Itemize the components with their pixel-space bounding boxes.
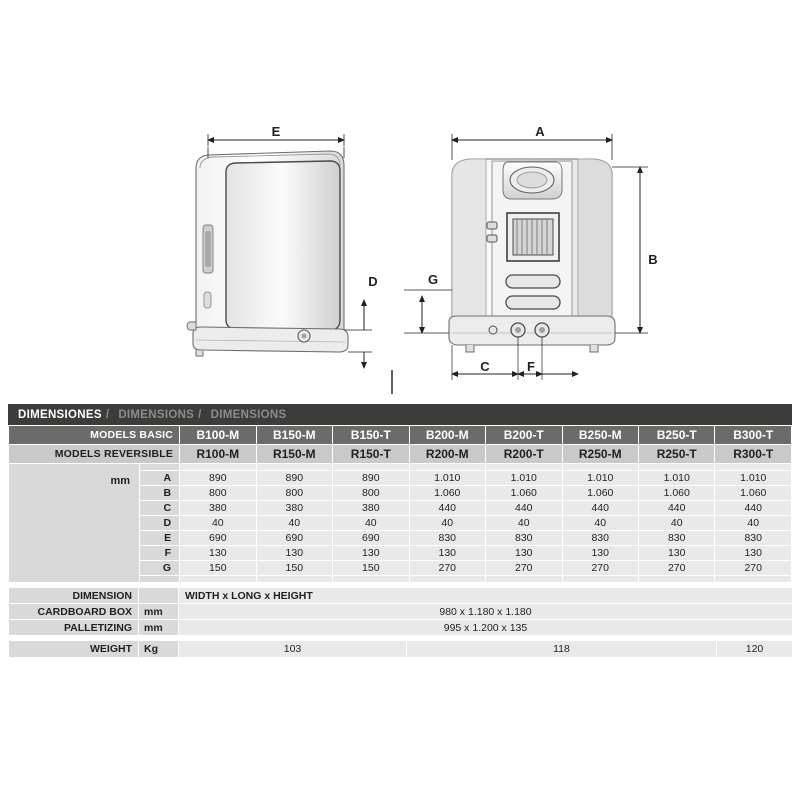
dim-value: 1.060 — [486, 486, 562, 501]
technical-drawings — [0, 0, 800, 395]
dim-value: 1.010 — [486, 471, 562, 486]
dim-letter: C — [139, 501, 179, 516]
dim-label-G: G — [427, 272, 439, 287]
models-basic-row — [9, 426, 792, 445]
dim-value: 380 — [256, 501, 332, 516]
packaging-row-palletizing — [9, 620, 793, 636]
dim-value: 1.010 — [638, 471, 714, 486]
dim-label-C: C — [480, 359, 490, 374]
model-rev-cell: R150-T — [333, 445, 409, 464]
row-unit: mm — [139, 620, 179, 636]
dim-value: 440 — [562, 501, 638, 516]
dim-value: 130 — [333, 546, 409, 561]
title-third: DIMENSIONS — [210, 408, 287, 421]
model-rev-cell: R150-M — [256, 445, 332, 464]
drawing-canvas — [0, 0, 800, 395]
weight-value: 118 — [407, 641, 717, 658]
row-value: WIDTH x LONG x HEIGHT — [179, 588, 793, 604]
dim-value: 1.060 — [638, 486, 714, 501]
model-basic-cell: B150-M — [256, 426, 332, 445]
dim-label-E: E — [271, 124, 281, 139]
dim-value: 150 — [256, 561, 332, 576]
dim-value: 130 — [715, 546, 792, 561]
model-basic-cell: B200-T — [486, 426, 562, 445]
model-rev-cell: R250-T — [638, 445, 714, 464]
row-unit — [139, 588, 179, 604]
model-basic-cell: B300-T — [715, 426, 792, 445]
dim-value: 440 — [486, 501, 562, 516]
model-basic-cell: B150-T — [333, 426, 409, 445]
dim-value: 890 — [333, 471, 409, 486]
dim-label-B: B — [648, 252, 658, 267]
dim-value: 890 — [180, 471, 256, 486]
dim-value: 40 — [256, 516, 332, 531]
dim-value: 830 — [638, 531, 714, 546]
dim-value: 270 — [562, 561, 638, 576]
models-dimensions-table — [8, 425, 792, 583]
weight-table — [8, 640, 793, 658]
dim-value: 130 — [180, 546, 256, 561]
dim-value: 830 — [486, 531, 562, 546]
weight-value: 120 — [717, 641, 793, 658]
dim-value: 40 — [715, 516, 792, 531]
model-rev-cell: R200-T — [486, 445, 562, 464]
dim-value: 270 — [486, 561, 562, 576]
dim-value: 800 — [333, 486, 409, 501]
packaging-row-cardboard — [9, 604, 793, 620]
title-sep-1: / — [105, 408, 110, 421]
dim-value: 690 — [180, 531, 256, 546]
row-label: DIMENSION — [9, 588, 139, 604]
model-rev-cell: R300-T — [715, 445, 792, 464]
dim-value: 40 — [638, 516, 714, 531]
dim-letter: A — [139, 471, 179, 486]
dim-value: 1.060 — [562, 486, 638, 501]
dim-letter: D — [139, 516, 179, 531]
unit-mm-label: mm — [110, 475, 130, 487]
dim-value: 1.060 — [715, 486, 792, 501]
dim-value: 380 — [333, 501, 409, 516]
title-main: DIMENSIONES — [18, 408, 102, 421]
dim-value: 270 — [409, 561, 485, 576]
dim-value: 130 — [256, 546, 332, 561]
dim-value: 40 — [409, 516, 485, 531]
models-reversible-row — [9, 445, 792, 464]
table-title-bar — [8, 404, 792, 425]
dim-label-F: F — [527, 359, 535, 374]
model-rev-cell: R200-M — [409, 445, 485, 464]
model-basic-cell: B200-M — [409, 426, 485, 445]
packaging-row-dimension — [9, 588, 793, 604]
model-basic-cell: B250-T — [638, 426, 714, 445]
weight-row — [9, 641, 793, 658]
dim-value: 150 — [333, 561, 409, 576]
dim-value: 830 — [409, 531, 485, 546]
row-label: PALLETIZING — [9, 620, 139, 636]
dim-value: 800 — [180, 486, 256, 501]
front-view-drawing — [404, 124, 658, 380]
dim-value: 890 — [256, 471, 332, 486]
packaging-table — [8, 587, 793, 636]
dim-letter: B — [139, 486, 179, 501]
dim-value: 1.010 — [562, 471, 638, 486]
title-second: DIMENSIONS — [118, 408, 195, 421]
model-rev-cell: R250-M — [562, 445, 638, 464]
dim-value: 1.010 — [715, 471, 792, 486]
dim-value: 440 — [638, 501, 714, 516]
dim-value: 440 — [409, 501, 485, 516]
side-view-drawing — [187, 124, 378, 368]
dimensions-table-block — [8, 404, 792, 658]
dim-value: 40 — [486, 516, 562, 531]
dim-value: 800 — [256, 486, 332, 501]
dim-value: 40 — [180, 516, 256, 531]
dim-value: 270 — [715, 561, 792, 576]
model-rev-cell: R100-M — [180, 445, 256, 464]
dim-label-A: A — [535, 124, 545, 139]
model-basic-cell: B100-M — [180, 426, 256, 445]
model-basic-cell: B250-M — [562, 426, 638, 445]
dim-value: 150 — [180, 561, 256, 576]
models-basic-label: MODELS BASIC — [9, 426, 180, 445]
matrix-spacer-row — [9, 464, 792, 471]
dim-value: 40 — [333, 516, 409, 531]
row-unit: mm — [139, 604, 179, 620]
dim-value: 380 — [180, 501, 256, 516]
dim-letter: E — [139, 531, 179, 546]
dim-value: 440 — [715, 501, 792, 516]
dim-value: 130 — [409, 546, 485, 561]
dim-value: 1.060 — [409, 486, 485, 501]
dim-value: 830 — [562, 531, 638, 546]
weight-unit: Kg — [139, 641, 179, 658]
models-reversible-label: MODELS REVERSIBLE — [9, 445, 180, 464]
dim-value: 130 — [562, 546, 638, 561]
dim-value: 130 — [486, 546, 562, 561]
weight-label: WEIGHT — [9, 641, 139, 658]
dim-value: 690 — [256, 531, 332, 546]
dim-letter: F — [139, 546, 179, 561]
row-value: 995 x 1.200 x 135 — [179, 620, 793, 636]
dim-value: 1.010 — [409, 471, 485, 486]
row-label: CARDBOARD BOX — [9, 604, 139, 620]
dim-value: 830 — [715, 531, 792, 546]
dim-value: 690 — [333, 531, 409, 546]
dim-value: 130 — [638, 546, 714, 561]
dim-letter: G — [139, 561, 179, 576]
title-sep-2: / — [198, 408, 202, 421]
dim-label-D: D — [368, 274, 378, 289]
dim-value: 270 — [638, 561, 714, 576]
weight-value: 103 — [179, 641, 407, 658]
dim-value: 40 — [562, 516, 638, 531]
row-value: 980 x 1.180 x 1.180 — [179, 604, 793, 620]
